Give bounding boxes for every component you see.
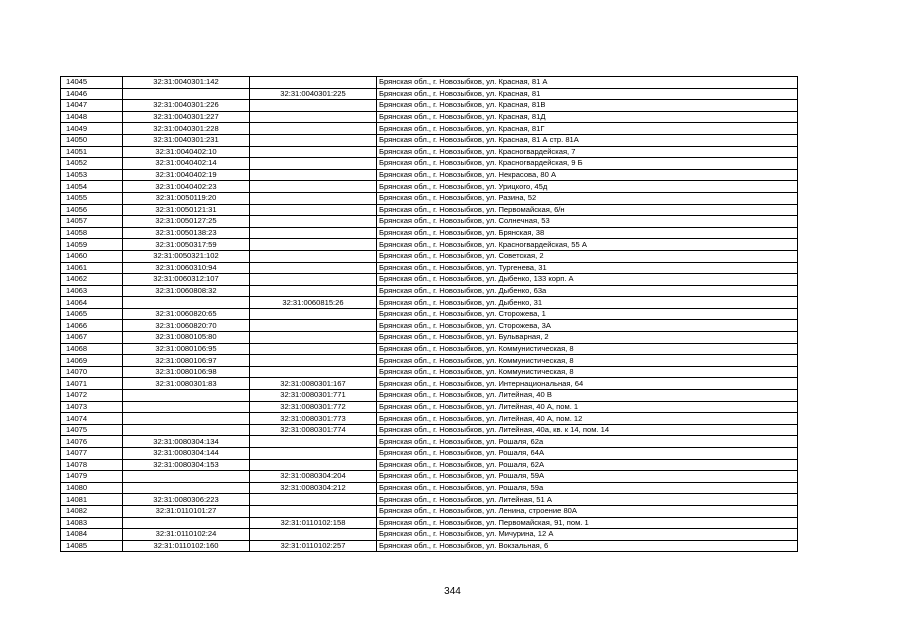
row-number-cell: 14071 — [61, 378, 123, 390]
row-number-cell: 14054 — [61, 181, 123, 193]
related-cadastral-number-cell: 32:31:0040301:225 — [250, 88, 377, 100]
table-row — [61, 355, 798, 367]
table-row — [61, 494, 798, 506]
table-row — [61, 239, 798, 251]
table-row — [61, 448, 798, 460]
address-cell: Брянская обл., г. Новозыбков, ул. Литейная, 40а, кв. к 14, пом. 14 — [377, 424, 798, 436]
cadastral-number-cell — [123, 413, 250, 425]
related-cadastral-number-cell — [250, 505, 377, 517]
cadastral-number-cell: 32:31:0080301:83 — [123, 378, 250, 390]
cadastral-number-cell: 32:31:0040301:142 — [123, 77, 250, 89]
table-row — [61, 169, 798, 181]
related-cadastral-number-cell — [250, 262, 377, 274]
cadastral-number-cell — [123, 297, 250, 309]
row-number-cell: 14077 — [61, 448, 123, 460]
related-cadastral-number-cell — [250, 111, 377, 123]
cadastral-number-cell: 32:31:0080106:98 — [123, 366, 250, 378]
row-number-cell: 14056 — [61, 204, 123, 216]
related-cadastral-number-cell — [250, 285, 377, 297]
table-row — [61, 192, 798, 204]
row-number-cell: 14066 — [61, 320, 123, 332]
row-number-cell: 14060 — [61, 250, 123, 262]
cadastral-number-cell: 32:31:0080106:95 — [123, 343, 250, 355]
table-row — [61, 320, 798, 332]
table-row — [61, 378, 798, 390]
cadastral-number-cell: 32:31:0060310:94 — [123, 262, 250, 274]
table-row — [61, 366, 798, 378]
row-number-cell: 14075 — [61, 424, 123, 436]
related-cadastral-number-cell — [250, 169, 377, 181]
related-cadastral-number-cell — [250, 529, 377, 541]
table-row — [61, 390, 798, 402]
address-cell: Брянская обл., г. Новозыбков, ул. Сторожева, 1 — [377, 308, 798, 320]
table-row — [61, 482, 798, 494]
row-number-cell: 14058 — [61, 227, 123, 239]
address-cell: Брянская обл., г. Новозыбков, ул. Литейная, 40 А, пом. 1 — [377, 401, 798, 413]
related-cadastral-number-cell — [250, 181, 377, 193]
cadastral-number-cell — [123, 517, 250, 529]
cadastral-number-cell: 32:31:0060820:65 — [123, 308, 250, 320]
row-number-cell: 14065 — [61, 308, 123, 320]
table-row — [61, 459, 798, 471]
address-cell: Брянская обл., г. Новозыбков, ул. Коммунистическая, 8 — [377, 366, 798, 378]
table-row — [61, 111, 798, 123]
cadastral-number-cell: 32:31:0040402:19 — [123, 169, 250, 181]
address-cell: Брянская обл., г. Новозыбков, ул. Разина, 52 — [377, 192, 798, 204]
cadastral-number-cell: 32:31:0110101:27 — [123, 505, 250, 517]
table-row — [61, 285, 798, 297]
cadastral-number-cell — [123, 482, 250, 494]
address-cell: Брянская обл., г. Новозыбков, ул. Урицкого, 45д — [377, 181, 798, 193]
table-row — [61, 517, 798, 529]
row-number-cell: 14082 — [61, 505, 123, 517]
related-cadastral-number-cell — [250, 192, 377, 204]
row-number-cell: 14072 — [61, 390, 123, 402]
address-cell: Брянская обл., г. Новозыбков, ул. Литейная, 40 В — [377, 390, 798, 402]
address-cell: Брянская обл., г. Новозыбков, ул. Коммунистическая, 8 — [377, 343, 798, 355]
table-row — [61, 274, 798, 286]
row-number-cell: 14070 — [61, 366, 123, 378]
cadastral-number-cell: 32:31:0050119:20 — [123, 192, 250, 204]
related-cadastral-number-cell — [250, 250, 377, 262]
page-number: 344 — [444, 586, 461, 597]
address-cell: Брянская обл., г. Новозыбков, ул. Красная, 81 А стр. 81А — [377, 134, 798, 146]
cadastral-number-cell: 32:31:0080304:153 — [123, 459, 250, 471]
row-number-cell: 14063 — [61, 285, 123, 297]
related-cadastral-number-cell: 32:31:0080304:204 — [250, 471, 377, 483]
registry-table — [60, 76, 798, 552]
address-cell: Брянская обл., г. Новозыбков, ул. Красная, 81В — [377, 100, 798, 112]
related-cadastral-number-cell — [250, 134, 377, 146]
related-cadastral-number-cell: 32:31:0080301:773 — [250, 413, 377, 425]
table-row — [61, 134, 798, 146]
row-number-cell: 14078 — [61, 459, 123, 471]
related-cadastral-number-cell — [250, 239, 377, 251]
row-number-cell: 14079 — [61, 471, 123, 483]
row-number-cell: 14083 — [61, 517, 123, 529]
related-cadastral-number-cell: 32:31:0080301:771 — [250, 390, 377, 402]
address-cell: Брянская обл., г. Новозыбков, ул. Мичурина, 12 А — [377, 529, 798, 541]
row-number-cell: 14081 — [61, 494, 123, 506]
cadastral-number-cell: 32:31:0060808:32 — [123, 285, 250, 297]
cadastral-number-cell: 32:31:0050121:31 — [123, 204, 250, 216]
related-cadastral-number-cell: 32:31:0080301:774 — [250, 424, 377, 436]
table-row — [61, 88, 798, 100]
cadastral-number-cell: 32:31:0050317:59 — [123, 239, 250, 251]
table-row — [61, 100, 798, 112]
related-cadastral-number-cell: 32:31:0080304:212 — [250, 482, 377, 494]
row-number-cell: 14046 — [61, 88, 123, 100]
address-cell: Брянская обл., г. Новозыбков, ул. Красногвардейская, 9 Б — [377, 158, 798, 170]
row-number-cell: 14055 — [61, 192, 123, 204]
cadastral-number-cell: 32:31:0040301:227 — [123, 111, 250, 123]
cadastral-number-cell: 32:31:0110102:24 — [123, 529, 250, 541]
table-row — [61, 529, 798, 541]
row-number-cell: 14064 — [61, 297, 123, 309]
row-number-cell: 14073 — [61, 401, 123, 413]
cadastral-number-cell: 32:31:0060820:70 — [123, 320, 250, 332]
address-cell: Брянская обл., г. Новозыбков, ул. Красногвардейская, 7 — [377, 146, 798, 158]
table-row — [61, 436, 798, 448]
related-cadastral-number-cell — [250, 123, 377, 135]
related-cadastral-number-cell — [250, 494, 377, 506]
related-cadastral-number-cell: 32:31:0080301:167 — [250, 378, 377, 390]
table-row — [61, 158, 798, 170]
address-cell: Брянская обл., г. Новозыбков, ул. Красногвардейская, 55 А — [377, 239, 798, 251]
cadastral-number-cell: 32:31:0040301:226 — [123, 100, 250, 112]
address-cell: Брянская обл., г. Новозыбков, ул. Ленина, строение 80А — [377, 505, 798, 517]
table-row — [61, 308, 798, 320]
row-number-cell: 14084 — [61, 529, 123, 541]
address-cell: Брянская обл., г. Новозыбков, ул. Рошаля, 59А — [377, 471, 798, 483]
table-row — [61, 471, 798, 483]
address-cell: Брянская обл., г. Новозыбков, ул. Первомайская, 6/н — [377, 204, 798, 216]
row-number-cell: 14048 — [61, 111, 123, 123]
address-cell: Брянская обл., г. Новозыбков, ул. Солнечная, 53 — [377, 216, 798, 228]
table-row — [61, 216, 798, 228]
related-cadastral-number-cell — [250, 77, 377, 89]
row-number-cell: 14053 — [61, 169, 123, 181]
cadastral-number-cell: 32:31:0080306:223 — [123, 494, 250, 506]
cadastral-number-cell: 32:31:0080106:97 — [123, 355, 250, 367]
cadastral-number-cell: 32:31:0080304:134 — [123, 436, 250, 448]
cadastral-number-cell: 32:31:0080105:80 — [123, 332, 250, 344]
address-cell: Брянская обл., г. Новозыбков, ул. Интернациональная, 64 — [377, 378, 798, 390]
related-cadastral-number-cell — [250, 448, 377, 460]
cadastral-number-cell — [123, 401, 250, 413]
table-row — [61, 413, 798, 425]
cadastral-number-cell — [123, 88, 250, 100]
related-cadastral-number-cell — [250, 204, 377, 216]
row-number-cell: 14057 — [61, 216, 123, 228]
row-number-cell: 14085 — [61, 540, 123, 552]
table-row — [61, 332, 798, 344]
row-number-cell: 14059 — [61, 239, 123, 251]
cadastral-number-cell: 32:31:0040301:228 — [123, 123, 250, 135]
address-cell: Брянская обл., г. Новозыбков, ул. Советская, 2 — [377, 250, 798, 262]
table-row — [61, 181, 798, 193]
related-cadastral-number-cell — [250, 436, 377, 448]
registry-table-body — [61, 77, 798, 552]
row-number-cell: 14047 — [61, 100, 123, 112]
address-cell: Брянская обл., г. Новозыбков, ул. Вокзальная, 6 — [377, 540, 798, 552]
cadastral-number-cell: 32:31:0110102:160 — [123, 540, 250, 552]
cadastral-number-cell: 32:31:0040402:23 — [123, 181, 250, 193]
related-cadastral-number-cell: 32:31:0110102:158 — [250, 517, 377, 529]
address-cell: Брянская обл., г. Новозыбков, ул. Некрасова, 80 А — [377, 169, 798, 181]
address-cell: Брянская обл., г. Новозыбков, ул. Красная, 81 — [377, 88, 798, 100]
related-cadastral-number-cell — [250, 332, 377, 344]
cadastral-number-cell — [123, 390, 250, 402]
address-cell: Брянская обл., г. Новозыбков, ул. Брянская, 38 — [377, 227, 798, 239]
address-cell: Брянская обл., г. Новозыбков, ул. Литейная, 40 А, пом. 12 — [377, 413, 798, 425]
address-cell: Брянская обл., г. Новозыбков, ул. Дыбенко, 63а — [377, 285, 798, 297]
related-cadastral-number-cell — [250, 274, 377, 286]
cadastral-number-cell: 32:31:0060312:107 — [123, 274, 250, 286]
cadastral-number-cell — [123, 424, 250, 436]
table-row — [61, 123, 798, 135]
address-cell: Брянская обл., г. Новозыбков, ул. Красная, 81Г — [377, 123, 798, 135]
address-cell: Брянская обл., г. Новозыбков, ул. Рошаля, 59а — [377, 482, 798, 494]
related-cadastral-number-cell — [250, 343, 377, 355]
address-cell: Брянская обл., г. Новозыбков, ул. Бульварная, 2 — [377, 332, 798, 344]
related-cadastral-number-cell: 32:31:0110102:257 — [250, 540, 377, 552]
row-number-cell: 14049 — [61, 123, 123, 135]
table-row — [61, 77, 798, 89]
related-cadastral-number-cell: 32:31:0060815:26 — [250, 297, 377, 309]
cadastral-number-cell: 32:31:0050138:23 — [123, 227, 250, 239]
cadastral-number-cell: 32:31:0080304:144 — [123, 448, 250, 460]
row-number-cell: 14076 — [61, 436, 123, 448]
related-cadastral-number-cell — [250, 216, 377, 228]
table-row — [61, 204, 798, 216]
table-row — [61, 250, 798, 262]
table-row — [61, 262, 798, 274]
related-cadastral-number-cell — [250, 158, 377, 170]
row-number-cell: 14051 — [61, 146, 123, 158]
address-cell: Брянская обл., г. Новозыбков, ул. Красная, 81Д — [377, 111, 798, 123]
row-number-cell: 14074 — [61, 413, 123, 425]
related-cadastral-number-cell — [250, 320, 377, 332]
related-cadastral-number-cell — [250, 366, 377, 378]
related-cadastral-number-cell — [250, 308, 377, 320]
table-row — [61, 424, 798, 436]
row-number-cell: 14067 — [61, 332, 123, 344]
related-cadastral-number-cell — [250, 355, 377, 367]
table-row — [61, 505, 798, 517]
table-row — [61, 227, 798, 239]
cadastral-number-cell: 32:31:0040402:10 — [123, 146, 250, 158]
table-row — [61, 297, 798, 309]
related-cadastral-number-cell — [250, 100, 377, 112]
address-cell: Брянская обл., г. Новозыбков, ул. Сторожева, 3А — [377, 320, 798, 332]
row-number-cell: 14080 — [61, 482, 123, 494]
related-cadastral-number-cell: 32:31:0080301:772 — [250, 401, 377, 413]
table-row — [61, 401, 798, 413]
address-cell: Брянская обл., г. Новозыбков, ул. Литейная, 51 А — [377, 494, 798, 506]
address-cell: Брянская обл., г. Новозыбков, ул. Рошаля, 62А — [377, 459, 798, 471]
related-cadastral-number-cell — [250, 227, 377, 239]
row-number-cell: 14068 — [61, 343, 123, 355]
row-number-cell: 14061 — [61, 262, 123, 274]
address-cell: Брянская обл., г. Новозыбков, ул. Красная, 81 А — [377, 77, 798, 89]
related-cadastral-number-cell — [250, 459, 377, 471]
related-cadastral-number-cell — [250, 146, 377, 158]
row-number-cell: 14052 — [61, 158, 123, 170]
table-row — [61, 540, 798, 552]
cadastral-number-cell: 32:31:0040301:231 — [123, 134, 250, 146]
address-cell: Брянская обл., г. Новозыбков, ул. Тургенева, 31 — [377, 262, 798, 274]
table-row — [61, 146, 798, 158]
row-number-cell: 14050 — [61, 134, 123, 146]
address-cell: Брянская обл., г. Новозыбков, ул. Дыбенко, 31 — [377, 297, 798, 309]
cadastral-number-cell — [123, 471, 250, 483]
address-cell: Брянская обл., г. Новозыбков, ул. Рошаля, 62а — [377, 436, 798, 448]
address-cell: Брянская обл., г. Новозыбков, ул. Коммунистическая, 8 — [377, 355, 798, 367]
row-number-cell: 14062 — [61, 274, 123, 286]
cadastral-number-cell: 32:31:0040402:14 — [123, 158, 250, 170]
row-number-cell: 14045 — [61, 77, 123, 89]
row-number-cell: 14069 — [61, 355, 123, 367]
address-cell: Брянская обл., г. Новозыбков, ул. Первомайская, 91, пом. 1 — [377, 517, 798, 529]
table-row — [61, 343, 798, 355]
cadastral-number-cell: 32:31:0050127:25 — [123, 216, 250, 228]
address-cell: Брянская обл., г. Новозыбков, ул. Дыбенко, 133 корп. А — [377, 274, 798, 286]
address-cell: Брянская обл., г. Новозыбков, ул. Рошаля, 64А — [377, 448, 798, 460]
cadastral-number-cell: 32:31:0050321:102 — [123, 250, 250, 262]
